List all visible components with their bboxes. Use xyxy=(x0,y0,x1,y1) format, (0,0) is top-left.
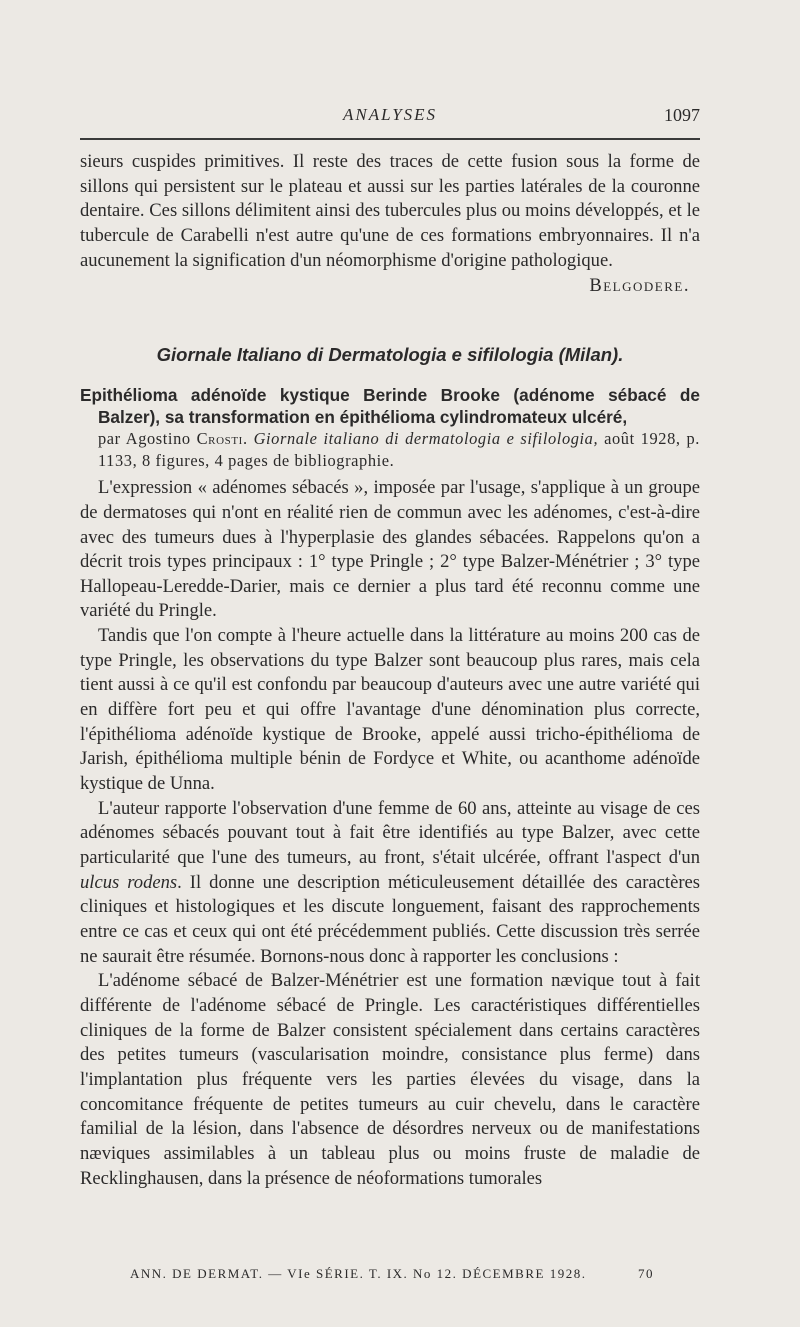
running-title: ANALYSES xyxy=(342,105,438,124)
previous-review-ending xyxy=(80,150,700,298)
footer-sheet-number: 70 xyxy=(638,1266,654,1281)
paragraph-1: L'expression « adénomes sébacés », imposée par l'usage, s'applique à un groupe de dermatoses qui n'ont en réalité rien de commun avec les adénomes, c'est-à-dire avec des tumeurs dues à l'hyperplasie des glandes sébacées. Rappelons qu'on a décrit trois types principaux : 1° type Pringle ; 2° type Balzer-Ménétrier ; 3° type Hallopeau-Leredde-Darier, mais ce dernier a plus tard été reconnu comme une variété du Pringle. xyxy=(80,477,700,622)
paragraph-3-start: L'auteur rapporte l'observation d'une femme de 60 ans, atteinte au visage de ces adénomes sébacés pouvant tout à fait être identifiés au type Balzer, avec cette particularité que l'une des tumeurs, au front, s'était ulcérée, offrant l'aspect d'un xyxy=(80,797,700,869)
article-review xyxy=(80,385,700,1191)
header-rule xyxy=(80,138,700,140)
journal-reference: Giornale italiano di dermatologia e sifilologia, xyxy=(253,429,599,448)
article-author: Crosti xyxy=(196,429,243,448)
page-header xyxy=(80,97,700,133)
page-number: 1097 xyxy=(664,105,700,125)
paragraph-3 xyxy=(80,797,700,970)
paragraph-4: L'adénome sébacé de Balzer-Ménétrier est une formation nævique tout à fait différente de l'adénome sébacé de Pringle. Les caractéristiques différentielles cliniques de la forme de Balzer consistent spécialement dans certains caractères des petites tumeurs (vascularisation moindre, consistance plus ferme) dans l'implantation plus fréquente vers les parties élevées du visage, dans la concomitance fréquente de petites tumeurs au cuir chevelu, dans le caractère familial de la lésion, dans l'absence de désordres nerveux ou de manifestations næviques assimilables à un tableau plus ou moins fruste de maladie de Recklinghausen, dans la présence de néoformations tumorales xyxy=(80,970,700,1189)
article-byline xyxy=(80,428,700,471)
journal-heading: Giornale Italiano di Dermatologia e sifilologia (Milan). xyxy=(156,344,624,365)
byline-details: août 1928, p. 1133, 8 figures, 4 pages de bibliographie. xyxy=(98,429,700,470)
footer-journal-info: ANN. DE DERMAT. — VIe SÉRIE. T. IX. No 12. DÉCEMBRE 1928. xyxy=(130,1266,587,1281)
byline-prefix: par Agostino xyxy=(98,429,197,448)
byline-separator: . xyxy=(242,429,254,448)
paragraph-3-end: . Il donne une description méticuleusement détaillée des caractères cliniques et histologiques et les discute longuement, faisant des rapprochements entre ce cas et ceux qui ont été précédemment publiés. Cette discussion très serrée ne saurait être résumée. Bornons-nous donc à rapporter les conclusions : xyxy=(80,871,701,967)
article-title: Epithélioma adénoïde kystique Berinde Brooke (adénome sébacé de Balzer), sa transformation en épithélioma cylindromateux ulcéré, xyxy=(80,385,700,427)
article-body xyxy=(80,476,700,1191)
paragraph-2: Tandis que l'on compte à l'heure actuelle dans la littérature au moins 200 cas de type Pringle, les observations du type Balzer sont beaucoup plus rares, mais cela tient aussi à ce qu'il est confondu par beaucoup d'auteurs avec une autre variété qui en diffère fort peu et qui offre l'avantage d'une dénomination plus correcte, l'épithélioma adénoïde kystique de Brooke, appelé aussi tricho-épithélioma de Jarish, épithélioma multiple bénin de Fordyce et White, ou acanthome adénoïde kystique de Unna. xyxy=(80,625,700,795)
continued-paragraph: sieurs cuspides primitives. Il reste des traces de cette fusion sous la forme de sillons qui persistent sur le plateau et aussi sur les parties latérales de la couronne dentaire. Ces sillons délimitent ainsi des tubercules plus ou moins développés, et le tubercule de Carabelli n'est autre qu'une de ces formations embryonnaires. Il n'a aucunement la signification d'un néomorphisme d'origine pathologique. xyxy=(80,151,700,271)
latin-term: ulcus rodens xyxy=(80,871,178,893)
reviewer-signature: Belgodere. xyxy=(589,274,690,296)
